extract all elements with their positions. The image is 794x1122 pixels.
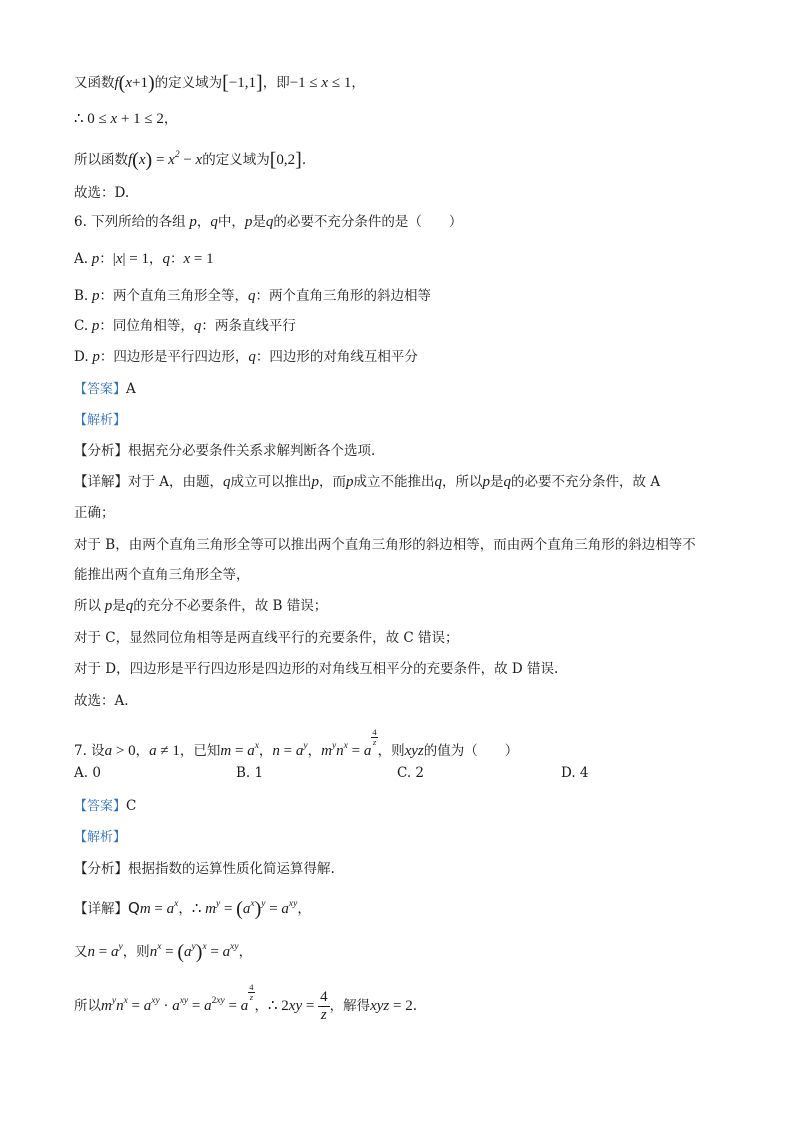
text: ， bbox=[163, 111, 178, 127]
var-p: p bbox=[88, 349, 100, 365]
formula: −1 ≤ x ≤ 1 bbox=[289, 75, 352, 91]
formula: $Qm = a^x$ bbox=[128, 899, 179, 917]
text: 所以 bbox=[74, 598, 101, 614]
text: 成立可以推出 bbox=[230, 474, 312, 490]
option-d bbox=[74, 347, 418, 367]
solution-line: 正确； bbox=[74, 505, 115, 521]
text: 根据充分必要条件关系求解判断各个选项. bbox=[128, 443, 376, 459]
solution-line bbox=[74, 937, 252, 962]
text: ， bbox=[258, 743, 273, 759]
formula: $f(x) = x^2 - x$ bbox=[128, 149, 203, 171]
text: ，解得 bbox=[329, 998, 371, 1014]
var-q: q bbox=[248, 349, 256, 365]
formula: $m^yn^x = a$ $\frac{4}{z}$ bbox=[321, 727, 377, 759]
text: ： bbox=[169, 251, 184, 267]
text: C. bbox=[74, 318, 89, 334]
xiangjie-tag: 【详解】 bbox=[74, 901, 128, 917]
answer-tag: 【答案】 bbox=[74, 799, 127, 814]
text: D. bbox=[74, 349, 89, 365]
solution-line bbox=[74, 73, 365, 93]
text: ， bbox=[238, 944, 253, 960]
solution-line bbox=[74, 596, 327, 616]
solution-line: 故选：A. bbox=[74, 693, 129, 709]
fenxi-line bbox=[74, 859, 335, 879]
solution-line: 对于 B，由两个直角三角形全等可以推出两个直角三角形的斜边相等，而由两个直角三角形的斜边相等不 bbox=[74, 537, 696, 553]
text: ：两条直线平行 bbox=[201, 318, 296, 334]
formula: |x| = 1 bbox=[112, 251, 149, 267]
text: 6. 下列所给的各组 bbox=[74, 214, 186, 230]
text: . bbox=[412, 998, 418, 1014]
formula: ∴ 2xy = $\frac{4}{z}$ bbox=[268, 989, 328, 1024]
option-c bbox=[74, 316, 296, 336]
formula: a > 0 bbox=[104, 743, 136, 759]
text: 对于 A，由题， bbox=[128, 474, 224, 490]
var-q: q bbox=[223, 474, 231, 490]
formula: [0,2] bbox=[269, 149, 302, 171]
formula: ∴ 0 ≤ x + 1 ≤ 2 bbox=[74, 111, 164, 127]
text: ，已知 bbox=[179, 743, 221, 759]
solution-line: 能推出两个直角三角形全等， bbox=[74, 567, 250, 583]
xiangjie-line bbox=[74, 472, 660, 492]
text: 的必要不充分条件，故 A bbox=[511, 474, 661, 490]
xiangjie-tag: 【详解】 bbox=[74, 474, 128, 490]
text: ， bbox=[148, 251, 163, 267]
text: ，所以 bbox=[442, 474, 483, 490]
var-q: q bbox=[434, 474, 443, 490]
formula: $n^x = (a^y)^x = a^{xy}$ bbox=[149, 941, 239, 963]
option-d: D. 4 bbox=[561, 765, 589, 781]
answer-value: C bbox=[126, 798, 137, 814]
analysis-line bbox=[74, 410, 126, 431]
text: ，则 bbox=[377, 743, 405, 759]
text: 的值为（ ） bbox=[423, 743, 519, 759]
text: 是 bbox=[112, 598, 126, 614]
text: . bbox=[301, 152, 307, 168]
text: 所以 bbox=[74, 998, 101, 1014]
option-a: A. 0 bbox=[74, 765, 101, 781]
text: ， bbox=[254, 998, 268, 1014]
answer-line bbox=[74, 379, 136, 400]
formula: xyz bbox=[404, 743, 424, 759]
option-b bbox=[74, 286, 431, 306]
xiangjie-line bbox=[74, 894, 311, 919]
text: ：四边形是平行四边形， bbox=[99, 349, 249, 365]
text: 的充分不必要条件，故 B 错误； bbox=[133, 598, 328, 614]
text: A. bbox=[74, 251, 89, 267]
text: 又函数 bbox=[74, 75, 115, 91]
var-p: p bbox=[311, 474, 320, 490]
var-p: p bbox=[482, 474, 491, 490]
var-q: q bbox=[503, 474, 512, 490]
fenxi-tag: 【分析】 bbox=[74, 861, 128, 877]
answer-line bbox=[74, 796, 136, 817]
formula: $m^yn^x = a^{xy} \cdot a^{xy} = a^{2xy} = a$ $\frac{4}{z}$ bbox=[101, 982, 254, 1014]
text: 是 bbox=[252, 214, 266, 230]
text: ， bbox=[307, 743, 322, 759]
solution-line: 对于 C，显然同位角相等是两直线平行的充要条件，故 C 错误； bbox=[74, 630, 459, 646]
analysis-tag: 【解析】 bbox=[74, 413, 127, 428]
text: ， bbox=[297, 901, 311, 917]
text: 根据指数的运算性质化简运算得解. bbox=[128, 861, 335, 877]
answer-value: A bbox=[126, 381, 136, 397]
text: ： bbox=[99, 251, 113, 267]
var-p: p bbox=[185, 214, 197, 230]
text: 7. 设 bbox=[74, 743, 105, 759]
text: ， bbox=[135, 743, 150, 759]
var-p: p bbox=[101, 598, 113, 614]
text: 中， bbox=[217, 214, 245, 230]
formula: ∴ $m^y = (a^x)^y = a^{xy}$ bbox=[191, 898, 298, 920]
text: ， bbox=[196, 214, 211, 230]
text: ，而 bbox=[319, 474, 347, 490]
var-p: p bbox=[244, 214, 253, 230]
var-q: q bbox=[125, 598, 134, 614]
fenxi-tag: 【分析】 bbox=[74, 443, 128, 459]
text: ，即 bbox=[262, 75, 290, 91]
solution-line bbox=[74, 983, 417, 1024]
text: ：两个直角三角形全等， bbox=[99, 288, 248, 304]
var-p: p bbox=[88, 318, 100, 334]
formula: xyz = 2 bbox=[370, 998, 413, 1014]
text: ， bbox=[351, 75, 365, 91]
option-b: B. 1 bbox=[236, 765, 264, 781]
text: 的定义域为 bbox=[154, 75, 223, 91]
var-p: p bbox=[346, 474, 354, 490]
analysis-tag: 【解析】 bbox=[74, 830, 127, 845]
text: 的必要不充分条件的是（ ） bbox=[273, 214, 463, 230]
answer-tag: 【答案】 bbox=[74, 382, 127, 397]
var-q: q bbox=[193, 318, 202, 334]
text: 所以函数 bbox=[74, 152, 128, 168]
formula: x = 1 bbox=[183, 251, 214, 267]
fenxi-line bbox=[74, 441, 375, 461]
text: B. bbox=[74, 288, 89, 304]
option-a bbox=[74, 249, 214, 269]
formula: $n = a^y$ bbox=[87, 942, 123, 960]
text: ：两个直角三角形的斜边相等 bbox=[255, 288, 431, 304]
text: 又 bbox=[74, 944, 88, 960]
var-q: q bbox=[265, 214, 274, 230]
formula: f(x+1) bbox=[114, 72, 155, 94]
var-q: q bbox=[210, 214, 218, 230]
text: 是 bbox=[490, 474, 504, 490]
option-c: C. 2 bbox=[397, 765, 425, 781]
text: ：同位角相等， bbox=[99, 318, 194, 334]
formula: $m = a^x$ bbox=[220, 741, 259, 759]
solution-line: 故选：D. bbox=[74, 185, 130, 201]
solution-line: 对于 D，四边形是平行四边形是四边形的对角线互相平分的充要条件，故 D 错误. bbox=[74, 661, 559, 677]
text: ：四边形的对角线互相平分 bbox=[255, 349, 418, 365]
question-6-stem bbox=[74, 212, 462, 232]
text: 成立不能推出 bbox=[353, 474, 435, 490]
var-q: q bbox=[247, 288, 256, 304]
text: ，则 bbox=[122, 944, 150, 960]
text: ， bbox=[178, 901, 192, 917]
analysis-line bbox=[74, 827, 126, 848]
text: 的定义域为 bbox=[202, 152, 270, 168]
var-p: p bbox=[88, 251, 100, 267]
var-p: p bbox=[88, 288, 100, 304]
formula: [−1,1] bbox=[222, 72, 263, 94]
solution-line bbox=[74, 145, 306, 170]
formula: $n = a^y$ bbox=[272, 741, 308, 759]
question-7-stem bbox=[74, 728, 518, 761]
var-q: q bbox=[162, 251, 170, 267]
solution-line bbox=[74, 109, 177, 129]
formula: a ≠ 1 bbox=[149, 743, 180, 759]
